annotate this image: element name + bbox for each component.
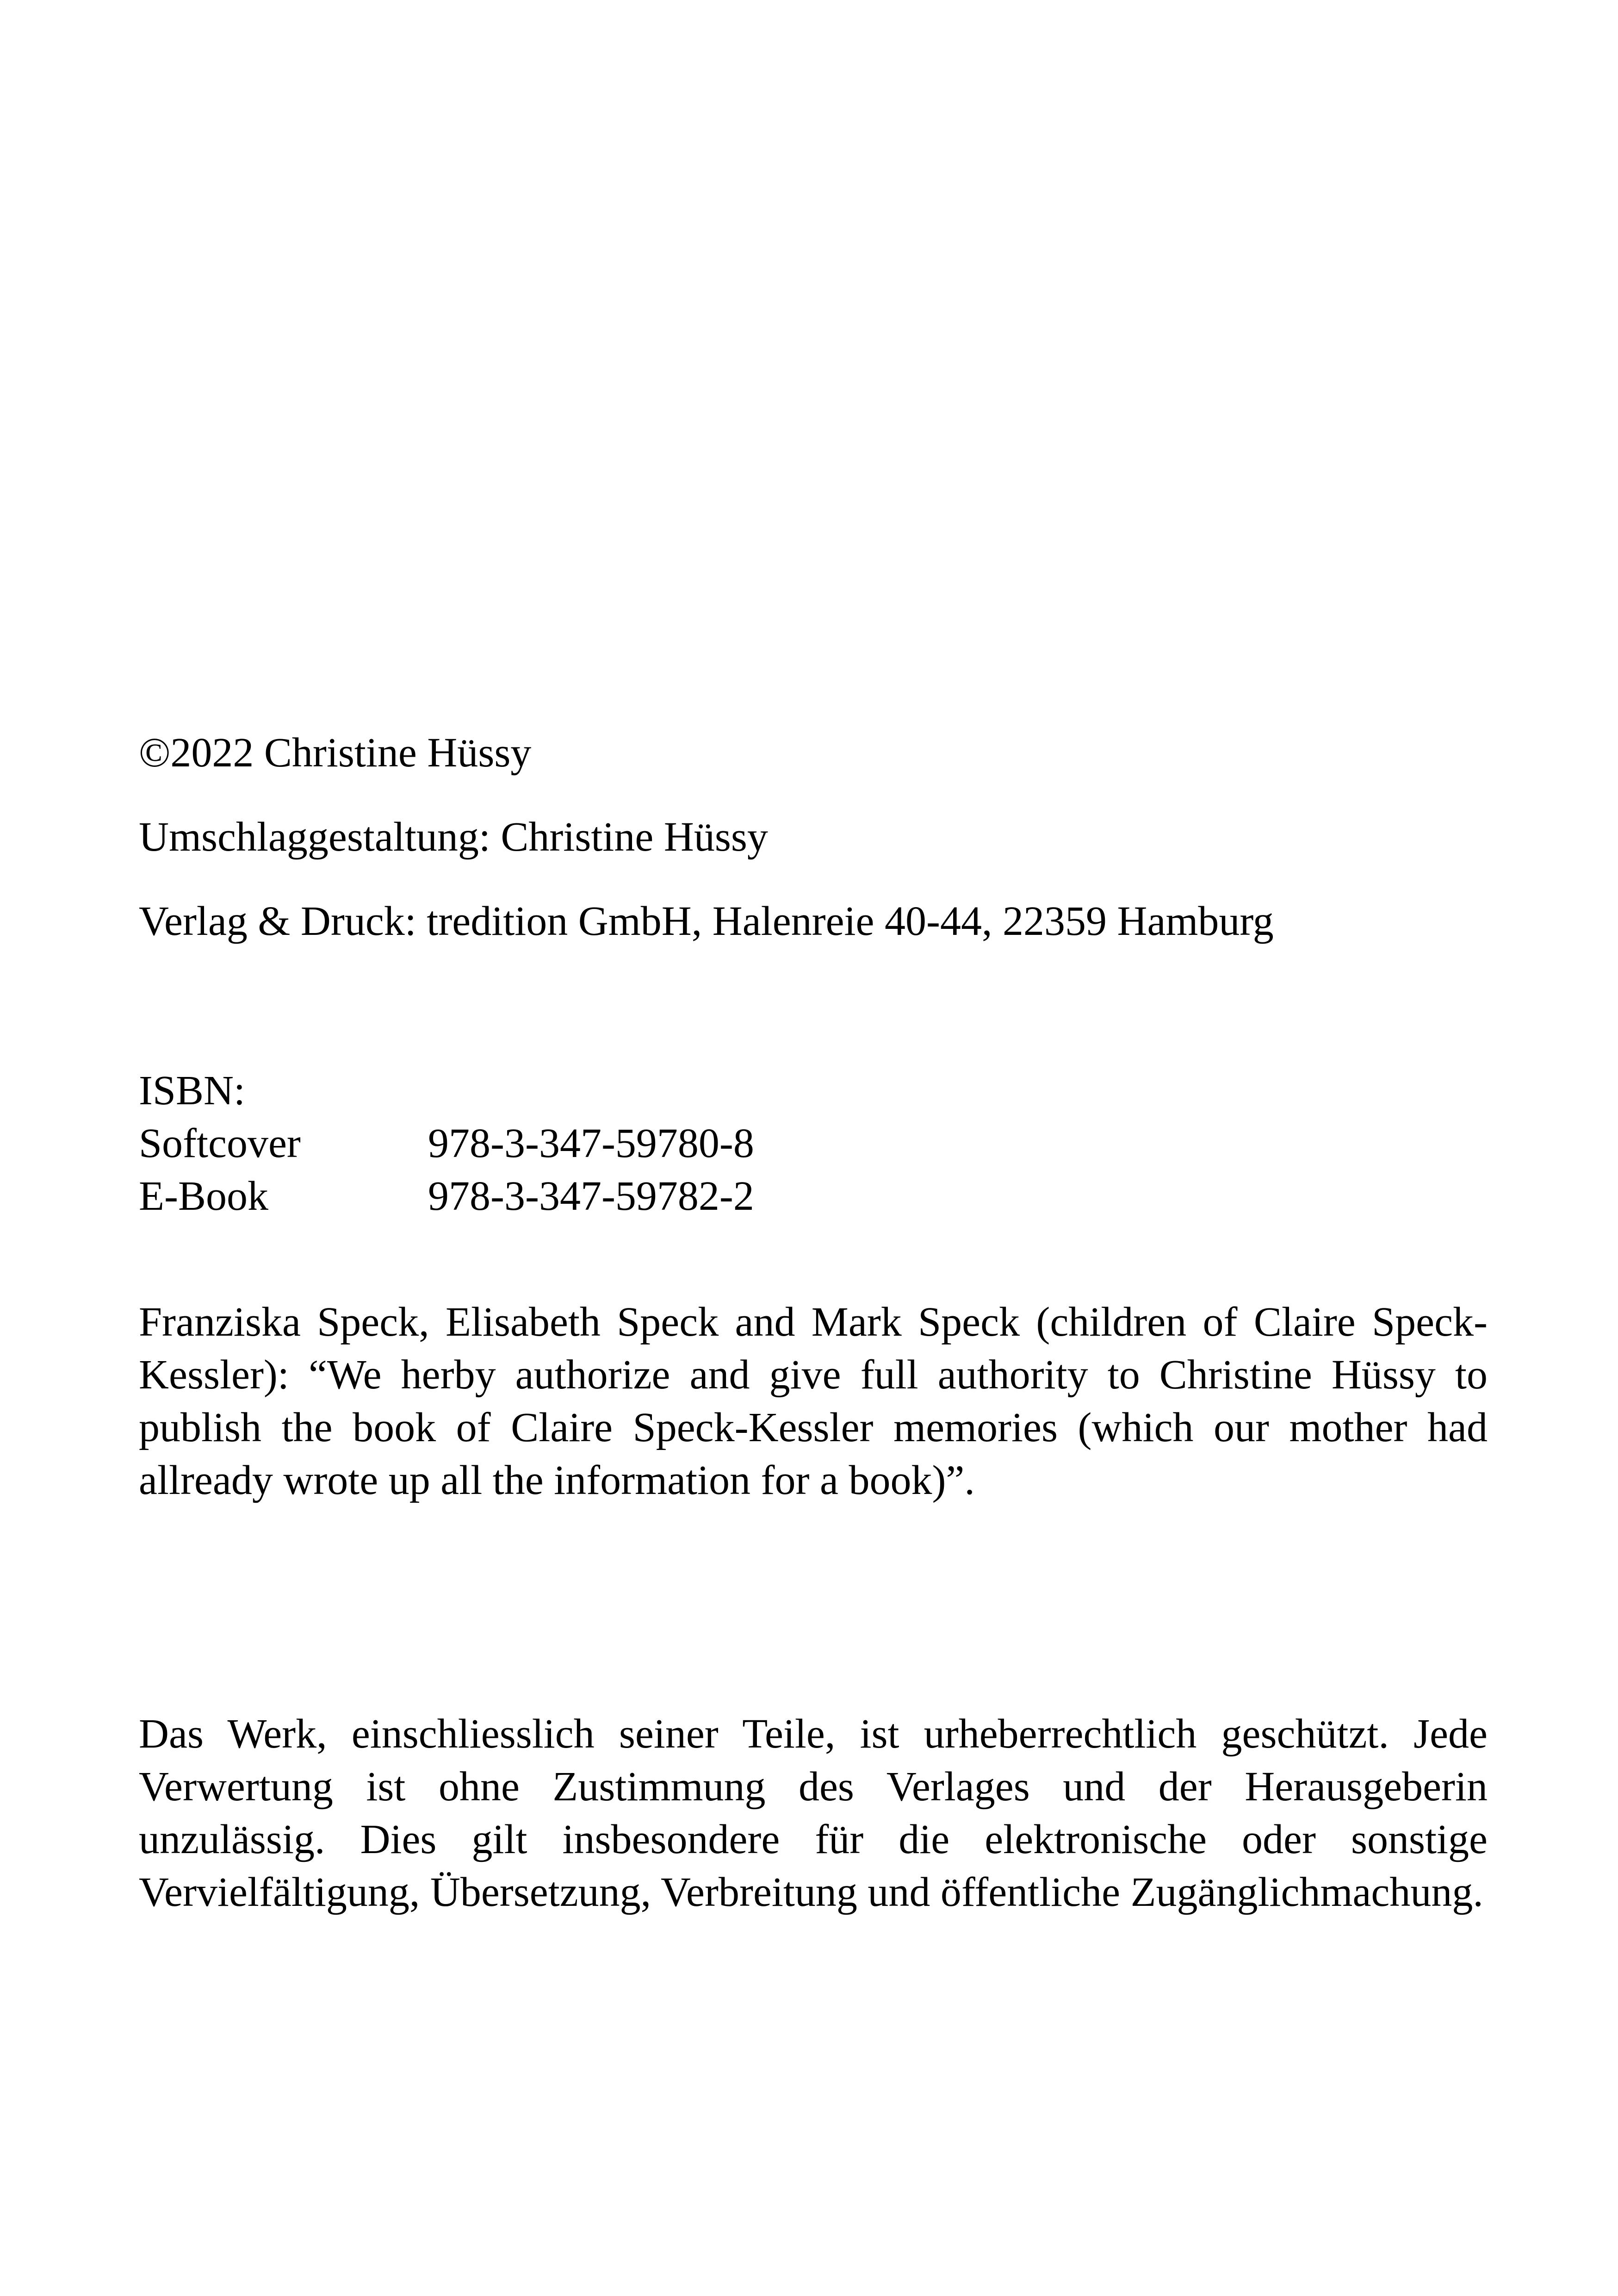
isbn-row-softcover [139, 1117, 1488, 1170]
isbn-number: 978-3-347-59782-2 [428, 1173, 754, 1219]
rights-paragraph: Das Werk, einschliesslich seiner Teile, ist urheberrechtlich geschützt. Jede Verwertung ist ohne Zustimmung des Verlages und der Herausgeberin unzulässig. Dies gilt insbesondere für die elektronische oder sonstige Vervielfältigung, Übersetzung, Verbreitung und öffentliche Zugänglichmachung. [139, 1711, 1488, 1915]
publisher-text: Verlag & Druck: tredition GmbH, Halenreie 40-44, 22359 Hamburg [139, 898, 1274, 944]
isbn-format: Softcover [139, 1120, 301, 1166]
cover-design-text: Umschlaggestaltung: Christine Hüssy [139, 814, 768, 860]
isbn-format: E-Book [139, 1173, 268, 1219]
isbn-block [139, 1064, 1488, 1223]
isbn-number: 978-3-347-59780-8 [428, 1120, 754, 1166]
copyright-line [139, 727, 1488, 779]
copyright-text: ©2022 Christine Hüssy [139, 730, 532, 776]
authorization-paragraph: Franziska Speck, Elisabeth Speck and Mark Speck (children of Claire Speck-Kessler): “We herby authorize and give full authority to Christine Hüssy to publish the book of Claire Speck-Kessler memories (which our mother had allready wrote up all the information for a book)”. [139, 1299, 1488, 1503]
cover-design-line [139, 811, 1488, 864]
isbn-heading: ISBN: [139, 1068, 246, 1114]
publisher-line [139, 895, 1488, 948]
isbn-row-ebook [139, 1170, 1488, 1223]
